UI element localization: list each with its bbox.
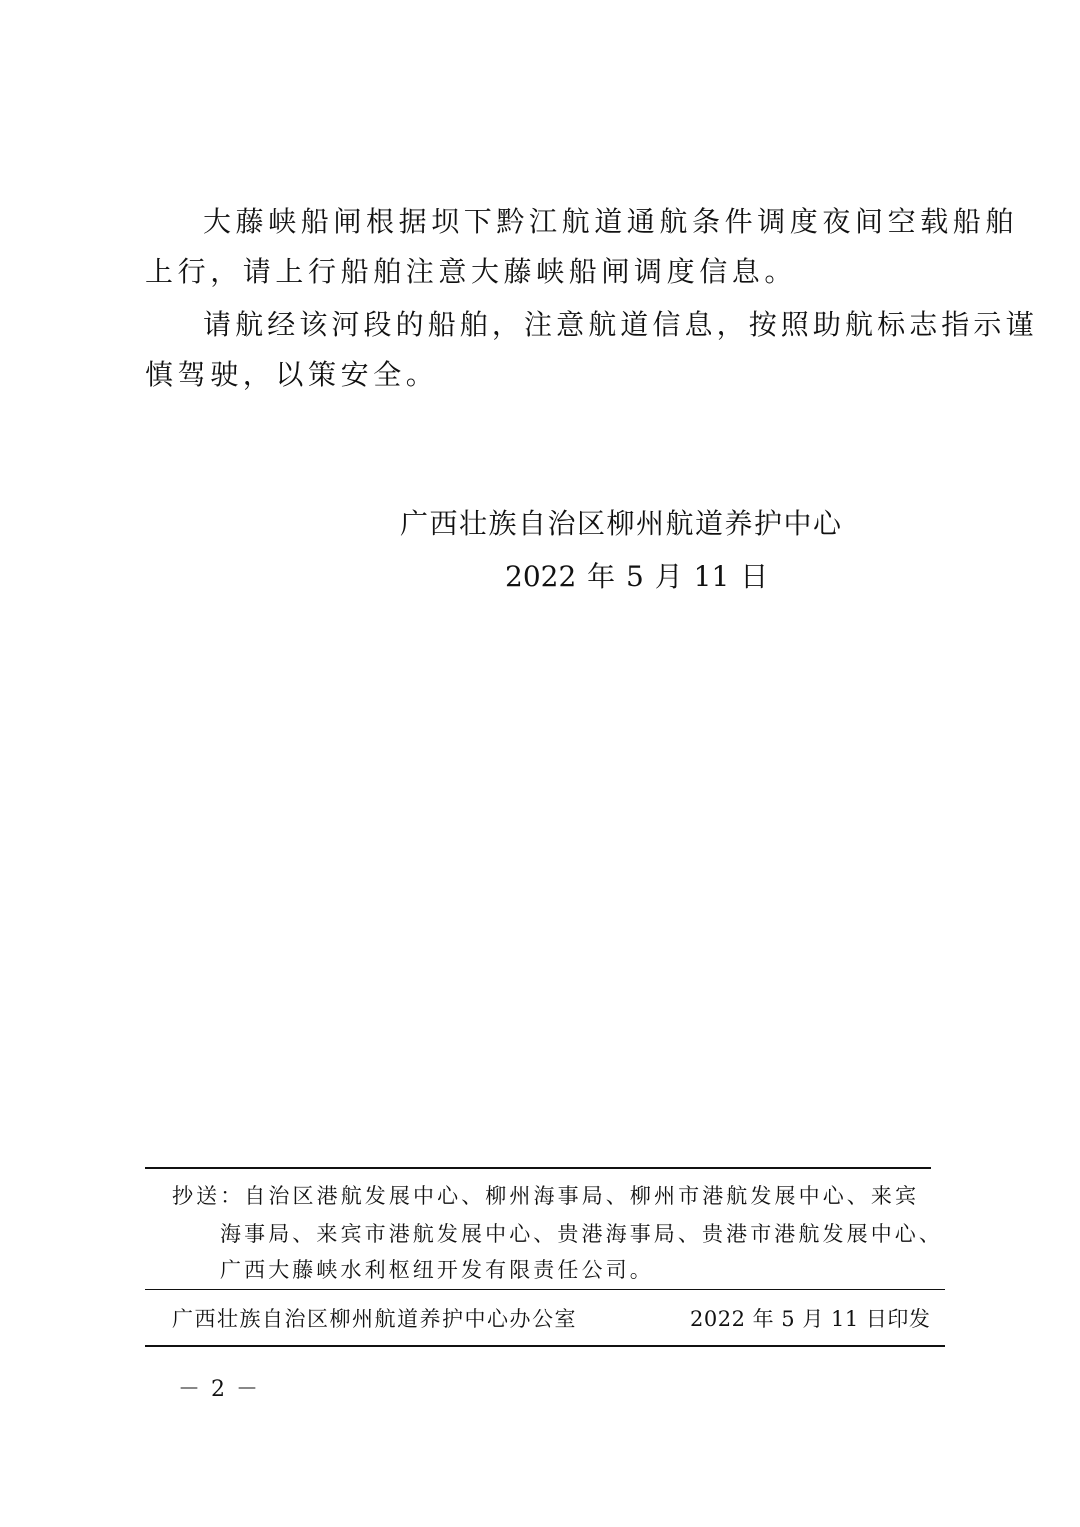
page-number: － 2 － — [178, 1377, 260, 1402]
copy-to-line-1: 抄送：自治区港航发展中心、柳州海事局、柳州市港航发展中心、来宾 — [172, 1184, 920, 1208]
issuing-date: 2022 年 5 月 11 日印发 — [690, 1307, 931, 1331]
divider-bottom — [145, 1345, 945, 1347]
paragraph-1-line-2: 上行，请上行船舶注意大藤峡船闸调度信息。 — [145, 255, 798, 288]
divider-middle — [145, 1289, 945, 1290]
paragraph-2-line-1: 请航经该河段的船舶，注意航道信息，按照助航标志指示谨 — [203, 308, 1038, 341]
issuing-office: 广西壮族自治区柳州航道养护中心办公室 — [172, 1307, 577, 1331]
paragraph-1-line-1: 大藤峡船闸根据坝下黔江航道通航条件调度夜间空载船舶 — [203, 205, 1019, 238]
divider-top — [145, 1167, 931, 1169]
paragraph-2-line-2: 慎驾驶，以策安全。 — [145, 358, 439, 391]
signature-organization: 广西壮族自治区柳州航道养护中心 — [400, 507, 843, 540]
copy-to-line-2: 海事局、来宾市港航发展中心、贵港海事局、贵港市港航发展中心、 — [220, 1222, 943, 1246]
copy-to-line-3: 广西大藤峡水利枢纽开发有限责任公司。 — [220, 1258, 654, 1282]
signature-date: 2022 年 5 月 11 日 — [505, 560, 769, 593]
